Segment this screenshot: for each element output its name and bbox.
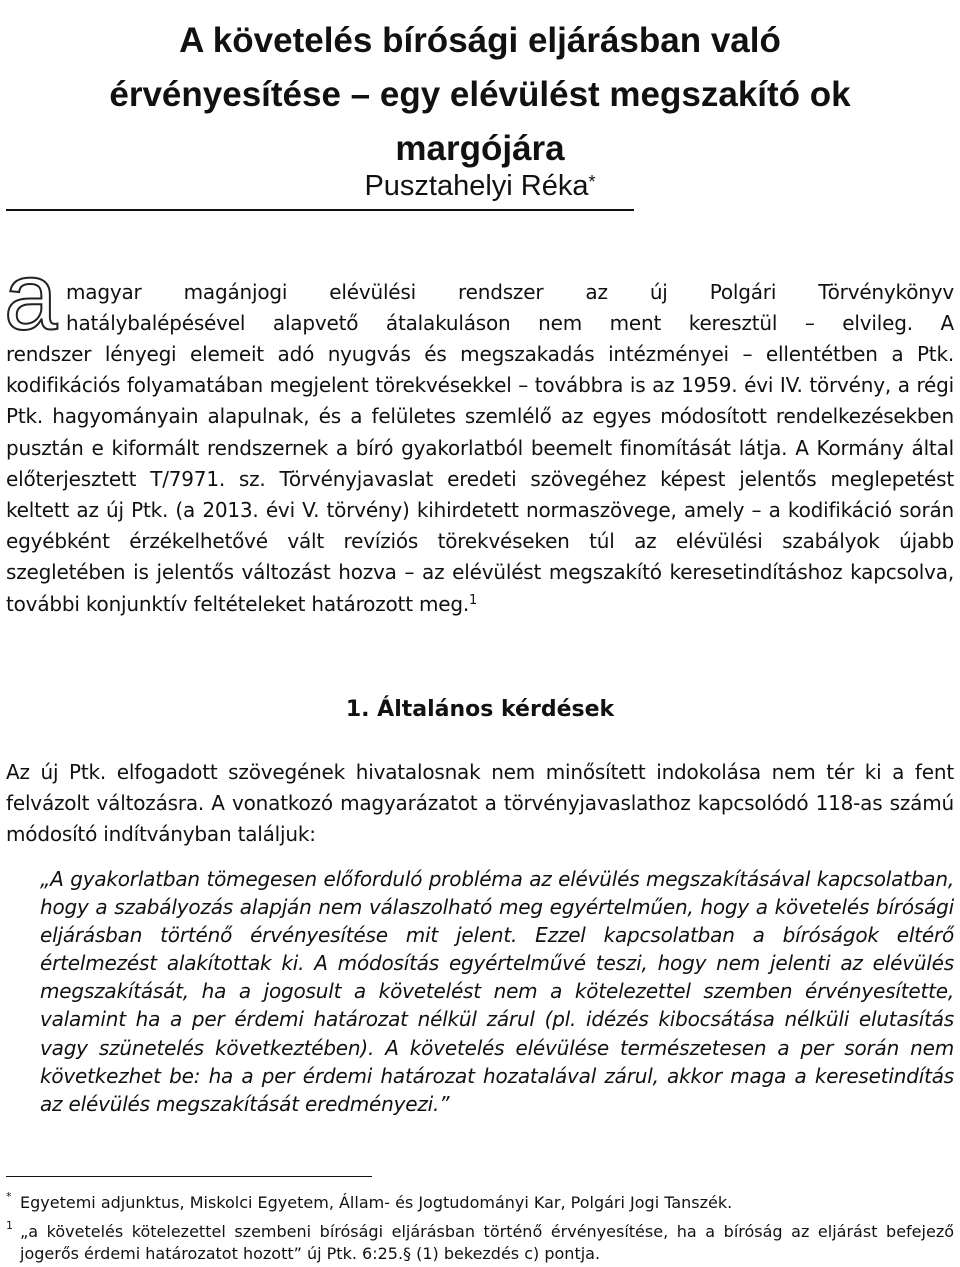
intro-first-lines (66, 277, 954, 339)
footnote-text: Egyetemi adjunktus, Miskolci Egyetem, Állam- és Jogtudományi Kar, Polgári Jogi Tanszék. (20, 1193, 733, 1212)
footnote-text: „a követelés kötelezettel szembeni bírósági eljárásban történő érvényesítése, ha a bíróság az eljárást befejező jogerős érdemi határozatot hozott” új Ptk. 6:25.§ (1) bekezdés c) pontja. (20, 1222, 954, 1263)
author-name: Pusztahelyi Réka (364, 170, 589, 202)
footnote-mark: * (6, 1190, 12, 1203)
section-heading: 1. Általános kérdések (345, 697, 615, 722)
title-rule (6, 209, 634, 211)
intro-paragraph (6, 339, 954, 620)
title-line-2: érvényesítése – egy elévülést megszakító ok (109, 75, 851, 114)
footnote-ref-1: 1 (469, 592, 478, 608)
title-line-3: margójára (395, 129, 565, 168)
block-quote: „A gyakorlatban tömegesen előforduló probléma az elévülés megszakításával kapcsolatban, hogy a szabályozás alapján nem válaszolható meg egyértelműen, hogy a követelés bírósági eljárásban történő érvényesítése mit jelent. Ezzel kapcsolatban a bíróságok eltérő értelmezést alakítottak ki. A módosítás egyértelművé teszi, hogy nem jelenti az elévülés megszakítását, ha a jogosult a követelést nem a kötelezettel szemben érvényesítette, valamint ha a per érdemi határozat nélkül zárul (pl. idézés kibocsátása nélküli elutasítás vagy szünetelés következtében). A követelés elévülése természetesen a per során nem következhet be: ha a per érdemi határozat hozatalával zárul, akkor maga a keresetindítás az elévülés megszakítását eredményezi.” (40, 867, 954, 1116)
intro-line-1: magyar magánjogi elévülési rendszer az új Polgári Törvénykönyv (66, 280, 954, 304)
title-line-1: A követelés bírósági eljárásban való (179, 21, 781, 60)
author-footnote-mark: * (588, 172, 596, 192)
footnote-rule (6, 1176, 372, 1177)
section-paragraph: Az új Ptk. elfogadott szövegének hivatalosnak nem minősített indokolása nem tér ki a fent felvázolt változásra. A vonatkozó magyarázatot a törvényjavaslathoz kapcsolódó 118-as számú módosító indítványban találjuk: (6, 760, 954, 847)
footnote-mark: 1 (6, 1219, 13, 1232)
drop-cap: a (4, 243, 58, 350)
article-title (0, 14, 960, 176)
footnote-1 (6, 1192, 954, 1214)
footnote-2 (6, 1221, 954, 1265)
intro-line-2: hatálybalépésével alapvető átalakuláson nem ment keresztül – elvileg. A (66, 311, 954, 336)
author-line (0, 166, 960, 206)
intro-text: rendszer lényegi elemeit adó nyugvás és megszakadás intézményei – ellentétben a Ptk. kodifikációs folyamatában megjelent törekvésekkel – továbbra is az 1959. évi IV. törvény, a régi Ptk. hagyományain alapulnak, és a felületes szemlélő az egyes módosított rendelkezésekben pusztán e kiformált rendszernek a bíró gyakorlatból beemelt finomítását látja. A Kormány által előterjesztett T/7971. sz. Törvényjavaslat eredeti szövegéhez képest jelentős meglepetést keltett az új Ptk. (a 2013. évi V. törvény) kihirdetett normaszövege, amely – a kodifikáció során egyébként érzékelhetővé vált revíziós törekvéseken túl az elévülési szabályok újabb szegletében is jelentős változást hozva – az elévülést megszakító keresetindításhoz kapcsolva, további konjunktív feltételeket határozott meg. (6, 342, 954, 616)
